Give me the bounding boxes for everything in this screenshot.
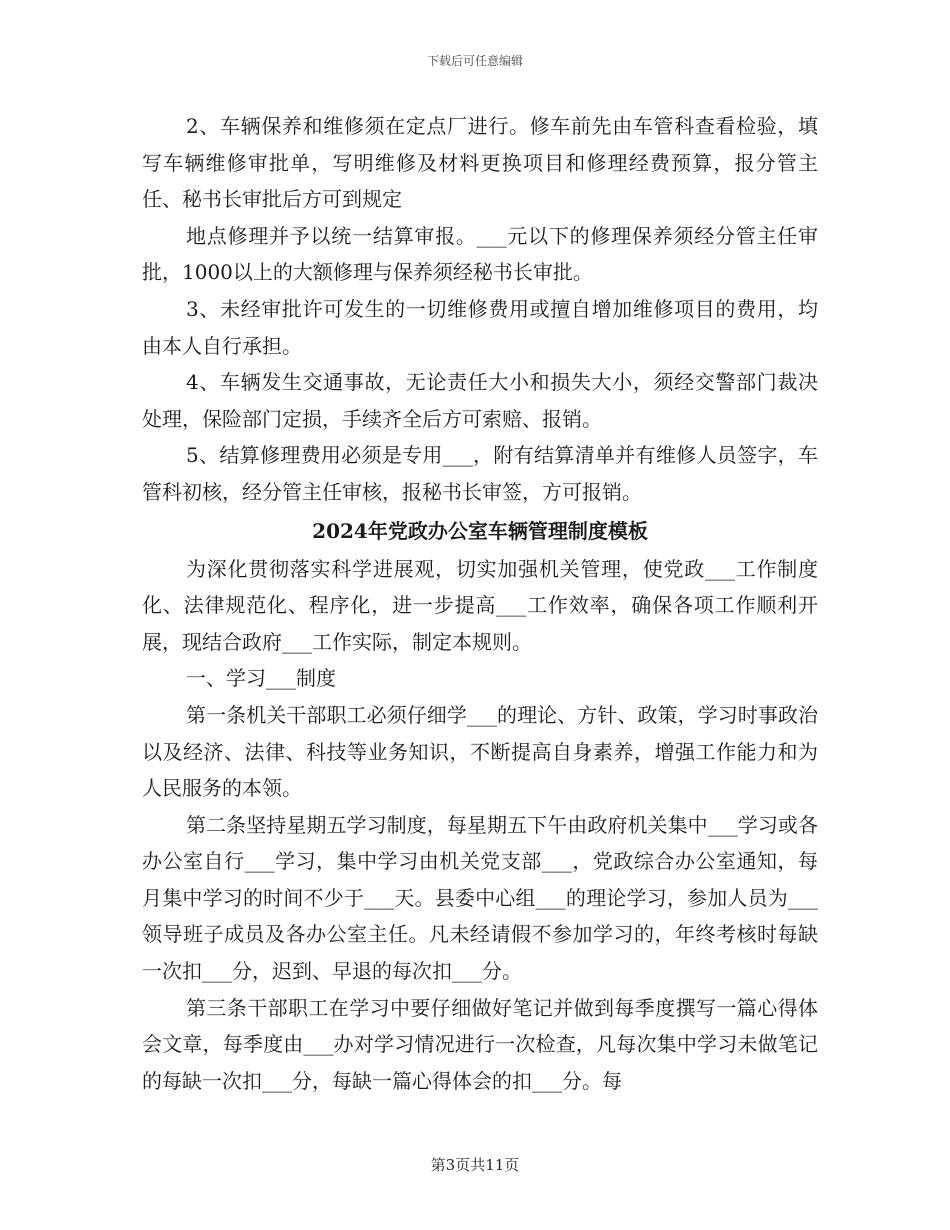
paragraph: 第一条机关干部职工必须仔细学___的理论、方针、政策，学习时事政治以及经济、法律、科技等业务知识，不断提高自身素养，增强工作能力和为人民服务的本领。 bbox=[142, 702, 818, 801]
document-title: 2024年党政办公室车辆管理制度模板 bbox=[312, 518, 648, 543]
paragraph: 5、结算修理费用必须是专用___，附有结算清单并有维修人员签字，车管科初核，经分管主任审核，报秘书长审签，方可报销。 bbox=[142, 443, 818, 504]
page-footer: 第3页共11页 bbox=[430, 1156, 520, 1174]
paragraph: 2、车辆保养和维修须在定点厂进行。修车前先由车管科查看检验，填写车辆维修审批单，写明维修及材料更换项目和修理经费预算，报分管主任、秘书长审批后方可到规定 bbox=[142, 114, 818, 212]
section-heading: 一、学习___制度 bbox=[186, 666, 336, 691]
paragraph: 地点修理并予以统一结算审报。___元以下的修理保养须经分管主任审批，1000以上的大额修理与保养须经秘书长审批。 bbox=[142, 223, 818, 285]
paragraph: 4、车辆发生交通事故，无论责任大小和损失大小，须经交警部门裁决处理，保险部门定损，手续齐全后方可索赔、报销。 bbox=[142, 370, 818, 431]
page-header: 下载后可任意编辑 bbox=[426, 54, 523, 68]
document-body bbox=[142, 108, 818, 1099]
paragraph: 第三条干部职工在学习中要仔细做好笔记并做到每季度撰写一篇心得体会文章，每季度由___办对学习情况进行一次检查，凡每次集中学习未做笔记的每缺一次扣___分，每缺一篇心得体会的扣___分。每 bbox=[142, 995, 818, 1093]
paragraph: 为深化贯彻落实科学进展观，切实加强机关管理，使党政___工作制度化、法律规范化、程序化，进一步提高___工作效率，确保各项工作顺利开展，现结合政府___工作实际，制定本规则。 bbox=[142, 556, 818, 654]
paragraph: 第二条坚持星期五学习制度，每星期五下午由政府机关集中___学习或各办公室自行___学习，集中学习由机关党支部___，党政综合办公室通知，每月集中学习的时间不少于___天。县委中心组___的理论学习，参加人员为___领导班子成员及各办公室主任。凡未经请假不参加学习的，年终考核时每缺一次扣___分，迟到、早退的每次扣___分。 bbox=[142, 812, 818, 984]
paragraph: 3、未经审批许可发生的一切维修费用或擅自增加维修项目的费用，均由本人自行承担。 bbox=[142, 296, 818, 358]
